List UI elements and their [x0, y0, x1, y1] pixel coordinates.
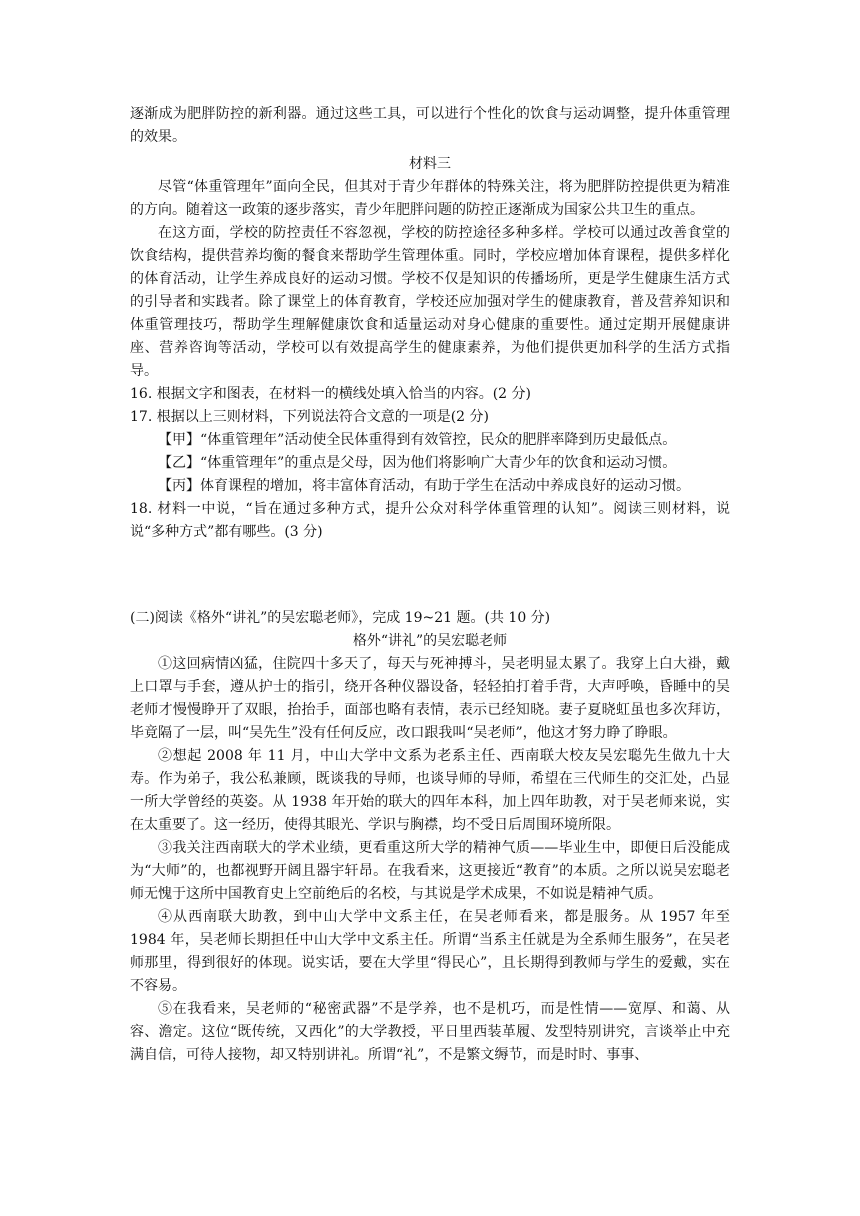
question-17-option-a: 【甲】“体重管理年”活动使全民体重得到有效管控，民众的肥胖率降到历史最低点。 — [158, 432, 677, 448]
material2-section — [130, 103, 730, 149]
article-title: 格外“讲礼”的吴宏聪老师 — [352, 633, 508, 649]
material3-paragraph-2: 在这方面，学校的防控责任不容忽视，学校的防控途径多种多样。学校可以通过改善食堂的饮食结构，提供营养均衡的餐食来帮助学生管理体重。同时，学校应增加体育课程，提供多样化的体育活动，让学生养成良好的运动习惯。学校不仅是知识的传播场所，更是学生健康生活方式的引导者和实践者。除了课堂上的体育教育，学校还应加强对学生的健康教育，普及营养知识和体重管理技巧，帮助学生理解健康饮食和适量运动对身心健康的重要性。通过定期开展健康讲座、营养咨询等活动，学校可以有效提高学生的健康素养，为他们提供更加科学的生活方式指导。 — [130, 225, 730, 379]
article-paragraph-1: ①这回病情凶猛，住院四十多天了，每天与死神搏斗，吴老明显太累了。我穿上白大褂，戴上口罩与手套，遵从护士的指引，绕开各种仪器设备，轻轻拍打着手背，大声呼唤，昏睡中的吴老师才慢慢睁开了双眼，抬抬手，面部也略有表情，表示已经知晓。妻子夏晓虹虽也多次拜访，毕竟隔了一层，叫“吴先生”没有任何反应，改口跟我叫“吴老师”，他这才努力睁了睁眼。 — [130, 656, 730, 741]
question-18: 18. 材料一中说，“旨在通过多种方式，提升公众对科学体重管理的认知”。阅读三则材料，说说“多种方式”都有哪些。(3 分) — [130, 501, 730, 540]
article-paragraph-5: ⑤在我看来，吴老师的“秘密武器”不是学养，也不是机巧，而是性情——宽厚、和蔼、从容、澹定。这位“既传统，又西化”的大学教授，平日里西装革履、发型特别讲究，言谈举止中充满自信，可待人接物，却又特别讲礼。所谓“礼”，不是繁文缛节，而是时时、事事、 — [130, 1001, 730, 1063]
reading-section-2 — [130, 607, 730, 1067]
article-paragraph-2: ②想起 2008 年 11 月，中山大学中文系为老系主任、西南联大校友吴宏聪先生做九十大寿。作为弟子，我公私兼顾，既谈我的导师，也谈导师的导师，希望在三代师生的交汇处，凸显一所大学曾经的英姿。从 1938 年开始的联大的四年本科，加上四年助教，对于吴老师来说，实在太重要了。这一经历，使得其眼光、学识与胸襟，均不受日后周围环境所限。 — [130, 748, 730, 833]
material3-paragraph-1: 尽管“体重管理年”面向全民，但其对于青少年群体的特殊关注，将为肥胖防控提供更为精准的方向。随着这一政策的逐步落实，青少年肥胖问题的防控正逐渐成为国家公共卫生的重点。 — [130, 179, 730, 218]
article-paragraph-3: ③我关注西南联大的学术业绩，更看重这所大学的精神气质——毕业生中，即便日后没能成为“大师”的，也都视野开阔且器宇轩昂。在我看来，这更接近“教育”的本质。之所以说吴宏聪老师无愧于这所中国教育史上空前绝后的名校，与其说是学术成果，不如说是精神气质。 — [130, 840, 730, 902]
question-16: 16. 根据文字和图表，在材料一的横线处填入恰当的内容。(2 分) — [130, 386, 531, 402]
question-17-option-c: 【丙】体育课程的增加，将丰富体育活动，有助于学生在活动中养成良好的运动习惯。 — [158, 478, 690, 494]
material3-title: 材料三 — [409, 156, 451, 172]
material3-section — [130, 153, 730, 544]
material2-tail-paragraph: 逐渐成为肥胖防控的新利器。通过这些工具，可以进行个性化的饮食与运动调整，提升体重管理的效果。 — [130, 106, 730, 145]
question-17: 17. 根据以上三则材料，下列说法符合文意的一项是(2 分) — [130, 409, 489, 425]
question-17-option-b: 【乙】“体重管理年”的重点是父母，因为他们将影响广大青少年的饮食和运动习惯。 — [158, 455, 677, 471]
section2-heading: (二)阅读《格外“讲礼”的吴宏聪老师》，完成 19~21 题。(共 10 分) — [130, 610, 551, 626]
article-paragraph-4: ④从西南联大助教，到中山大学中文系主任，在吴老师看来，都是服务。从 1957 年至 1984 年，吴老师长期担任中山大学中文系主任。所谓“当系主任就是为全系师生服务”，在吴老师那里，得到很好的体现。说实话，要在大学里“得民心”，且长期得到教师与学生的爱戴，实在不容易。 — [130, 909, 730, 994]
